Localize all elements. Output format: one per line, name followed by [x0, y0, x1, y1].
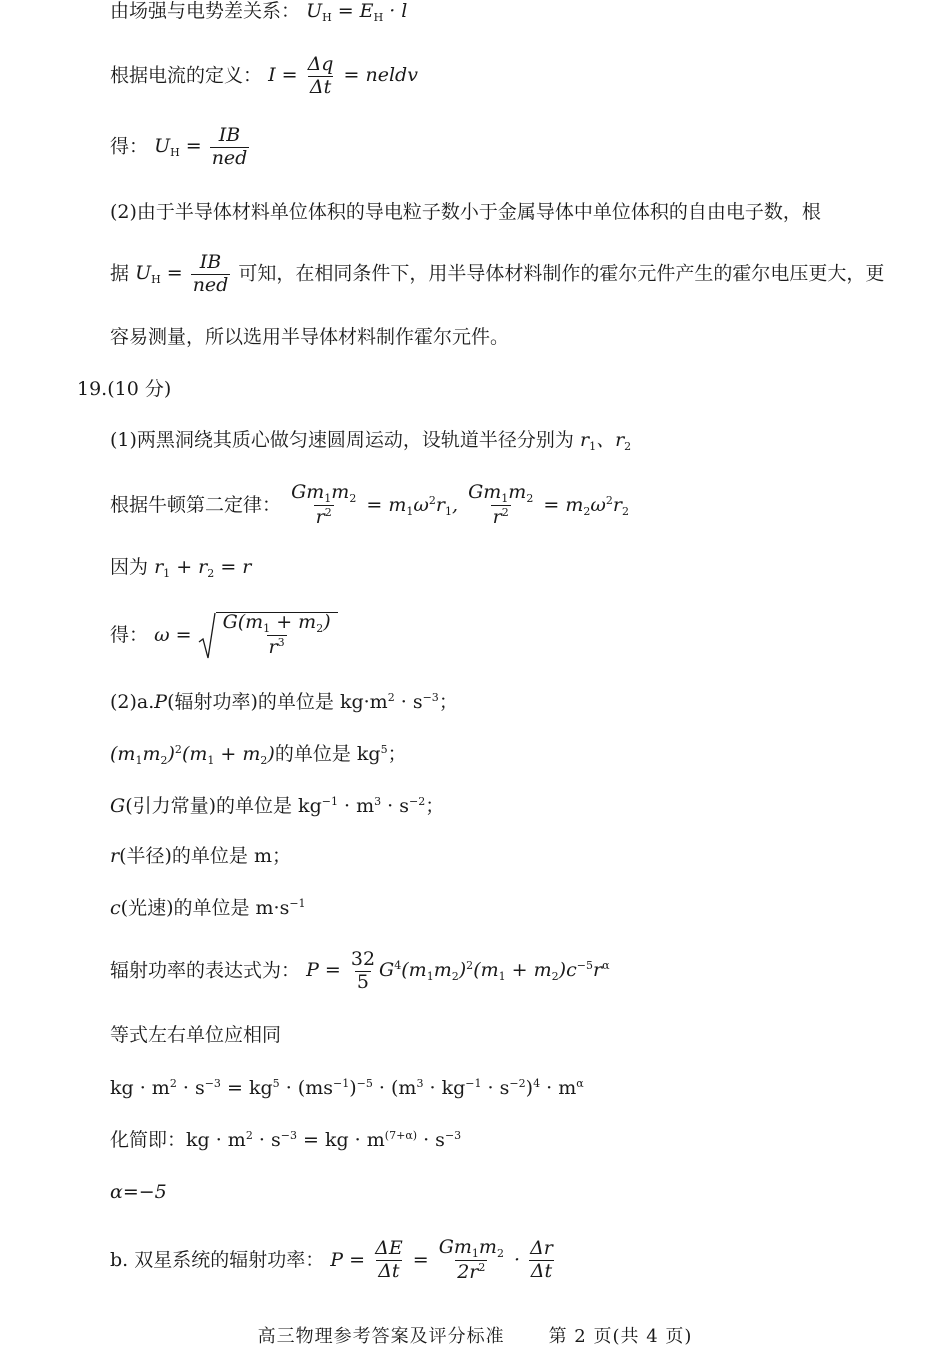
radius-sum	[110, 558, 251, 579]
equal-units-note: 等式左右单位应相同	[110, 1024, 282, 1046]
page-number: 第 2 页(共 4 页)	[548, 1326, 693, 1347]
part2b-text: b. 双星系统的辐射功率：	[110, 1248, 325, 1271]
question-header	[77, 380, 171, 399]
formula: P = $\frac{32}{5}$ $G^4(m_1m_2)^2(m_1 + m_2)c^{-5}r^\alpha$	[306, 948, 610, 993]
result-text: 得：	[110, 135, 149, 158]
alpha-result: α=−5	[110, 1181, 167, 1203]
hall-voltage-relation	[110, 2, 407, 23]
newton-text: 根据牛顿第二定律：	[110, 493, 282, 516]
c-unit-text: (光速)的单位是 m·s	[120, 897, 290, 920]
omega-result	[110, 612, 338, 660]
formula: $\frac{Gm_1m_2}{r^2}$ = $m_1\omega^2r_1$, $\frac{Gm_1m_2}{r^2}$ = $m_2\omega^2r_2$	[291, 481, 629, 529]
sqrt-symbol: $\frac{G(m_1 + m_2)}{r^3}$	[198, 612, 338, 660]
page-footer	[0, 1322, 950, 1348]
footer-title: 高三物理参考答案及评分标准	[257, 1326, 505, 1347]
radius-unit: r(半径)的单位是 m；	[110, 845, 291, 867]
power-expression	[110, 950, 610, 993]
result-text: 得：	[110, 624, 149, 646]
gravity-constant-unit: G(引力常量)的单位是 $kg^{-1} \cdot m^3 \cdot s^{-2}$；	[110, 795, 445, 818]
question-number: 19.	[77, 378, 108, 400]
part1-intro	[110, 431, 631, 452]
power-expr-text: 辐射功率的表达式为：	[110, 959, 301, 982]
formula: I = $\frac{\Delta q}{\Delta t}$ = neldv	[268, 53, 418, 98]
r-unit-text: (半径)的单位是 m；	[119, 845, 291, 867]
simplify-text: 化简即：	[110, 1129, 187, 1152]
formula: P = $\frac{\Delta E}{\Delta t}$ = $\frac{Gm_1m_2}{2r^2}$ · $\frac{\Delta r}{\Delta t}$	[330, 1236, 553, 1284]
formula: $(m_1m_2)^2(m_1 + m_2)$	[110, 743, 275, 767]
power-unit-text: (辐射功率)的单位是 kg·m	[167, 691, 388, 714]
formula: ω = $\frac{G(m_1 + m_2)}{r^3}$	[154, 624, 338, 646]
power-unit: (2)a.P(辐射功率)的单位是 $kg\cdot m^2 \cdot s^{-3}$；	[110, 691, 458, 714]
formula: $U_H = E_H \cdot l$	[306, 0, 408, 24]
binary-radiation-power	[110, 1238, 557, 1284]
paragraph-line	[110, 253, 884, 296]
part2a-label: (2)a.	[110, 691, 155, 714]
paragraph-text: 可知，在相同条件下，用半导体材料制作的霍尔元件产生的霍尔电压更大，更	[238, 262, 885, 285]
current-definition-text: 根据电流的定义：	[110, 64, 263, 87]
g-unit-text: (引力常量)的单位是 kg	[125, 795, 322, 818]
simplified-equation: 化简即：kg · $m^2 \cdot s^{-3}$ = kg · $m^{(7+\alpha)} \cdot s^{-3}$	[110, 1129, 462, 1152]
formula: $r_1 + r_2 = r$	[154, 556, 252, 580]
formula: $r_1$、$r_2$	[579, 429, 632, 453]
paragraph-line: 容易测量，所以选用半导体材料制作霍尔元件。	[110, 326, 510, 348]
mass-unit: $(m_1m_2)^2(m_1 + m_2)$的单位是 $kg^5$；	[110, 743, 407, 767]
paragraph-text: 据	[110, 262, 130, 285]
light-speed-unit: c(光速)的单位是 $m\cdot s^{-1}$	[110, 897, 306, 920]
question-score: (10 分)	[107, 378, 172, 400]
part1-text: (1)两黑洞绕其质心做匀速圆周运动，设轨道半径分别为	[110, 429, 574, 451]
hall-voltage-relation-text: 由场强与电势差关系：	[110, 0, 301, 22]
mass-unit-text: 的单位是 kg	[274, 743, 381, 766]
newton-second-law	[110, 483, 629, 529]
unit-equation: kg · $m^2 \cdot s^{-3} = kg^5 \cdot (ms^{-1})^{-5} \cdot (m^3 \cdot kg^{-1} \cdot s^{-2})^4 \cdot m^\alpha$	[110, 1077, 584, 1100]
formula: $U_H$ = $\frac{IB}{\text{ned}}$	[135, 251, 229, 296]
hall-voltage-result	[110, 126, 251, 169]
because-text: 因为	[110, 556, 149, 578]
paragraph-line: (2)由于半导体材料单位体积的导电粒子数小于金属导体中单位体积的自由电子数，根	[110, 201, 821, 223]
formula: $U_H$ = $\frac{IB}{\text{ned}}$	[154, 124, 248, 169]
current-definition	[110, 55, 418, 98]
